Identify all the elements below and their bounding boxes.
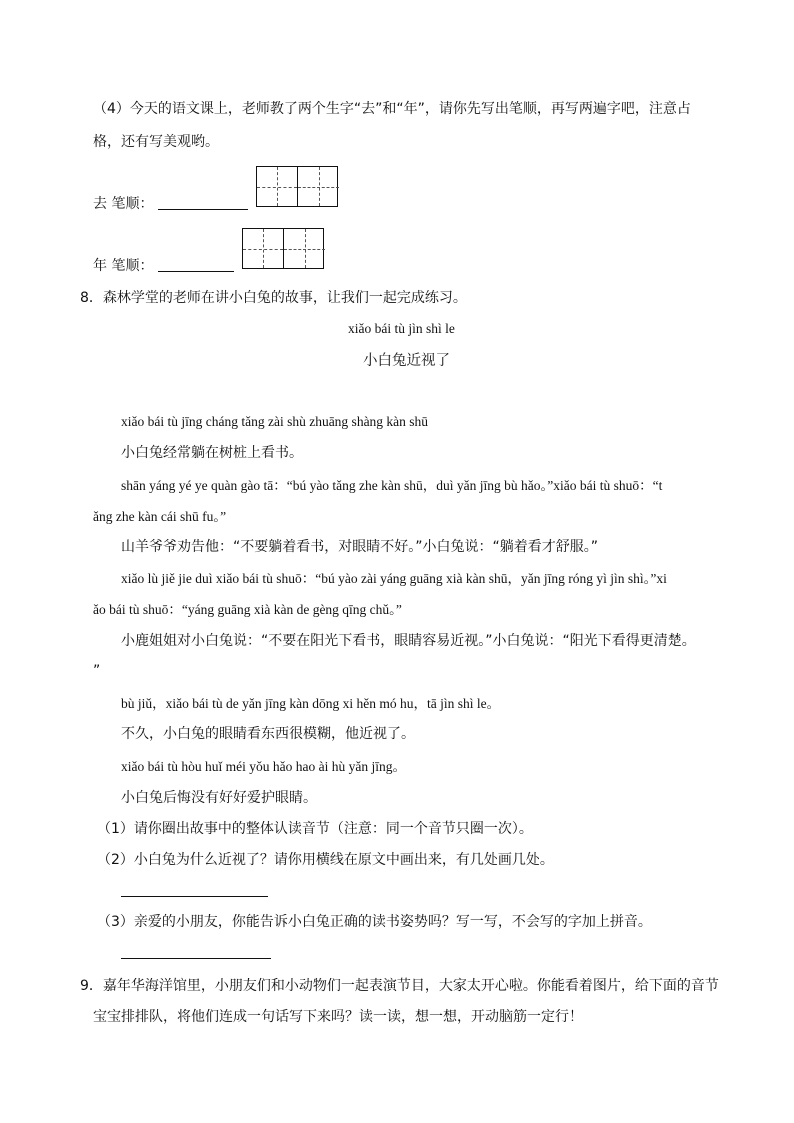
writing-cell[interactable] (257, 167, 298, 206)
p3-text: 小鹿姐姐对小白兔说：“不要在阳光下看书，眼睛容易近视。”小白兔说：“阳光下看得更清楚。 (121, 633, 696, 649)
q8-sub3: （3）亲爱的小朋友，你能告诉小白兔正确的读书姿势吗？写一写，不会写的字加上拼音。 (97, 914, 652, 930)
nian-stroke-blank[interactable] (158, 271, 234, 272)
qu-stroke-label: 去 笔顺： (93, 196, 154, 212)
p1-pinyin: xiǎo bái tù jīng cháng tǎng zài shù zhuāng shàng kàn shū (121, 414, 429, 429)
story-title: 小白兔近视了 (363, 353, 450, 369)
nian-stroke-label: 年 笔顺： (93, 258, 154, 274)
p2-pinyin-b: ǎng zhe kàn cái shū fu。” (93, 509, 227, 524)
p5-text: 小白兔后悔没有好好爱护眼睛。 (121, 790, 317, 806)
q7-4-prompt-line1: （4）今天的语文课上，老师教了两个生字“去”和“年”，请你先写出笔顺，再写两遍字吧，注意占 (93, 101, 691, 117)
q9-prompt-line2: 宝宝排排队，将他们连成一句话写下来吗？读一读，想一想，开动脑筋一定行！ (93, 1009, 583, 1025)
p3-pinyin-b: ǎo bái tù shuō：“yáng guāng xià kàn de gèng qīng chǔ。” (93, 602, 402, 617)
q8-intro: 8．森林学堂的老师在讲小白兔的故事，让我们一起完成练习。 (80, 290, 467, 306)
p2-text: 山羊爷爷劝告他：“不要躺着看书，对眼睛不好。”小白兔说：“躺着看才舒服。” (121, 539, 599, 555)
q8-sub1: （1）请你圈出故事中的整体认读音节（注意：同一个音节只圈一次）。 (97, 821, 533, 837)
q7-4-prompt-line2: 格，还有写美观哟。 (93, 134, 219, 150)
p5-pinyin: xiǎo bái tù hòu huǐ méi yǒu hǎo hao ài hù yǎn jīng。 (121, 759, 406, 774)
p4-pinyin: bù jiǔ，xiǎo bái tù de yǎn jīng kàn dōng xi hěn mó hu，tā jìn shì le。 (121, 696, 501, 711)
p3-pinyin-a: xiǎo lù jiě jie duì xiǎo bái tù shuō：“bú yào zài yáng guāng xià kàn shū，yǎn jīng róng yì jìn shì。”xi (121, 571, 667, 586)
q8-sub2-answer-line[interactable] (121, 896, 268, 897)
writing-cell[interactable] (284, 229, 325, 268)
nian-writing-grid[interactable] (242, 228, 324, 269)
p2-pinyin-a: shān yáng yé ye quàn gào tā：“bú yào tǎng zhe kàn shū，duì yǎn jīng bù hǎo。”xiǎo bái tù shuō：“t (121, 478, 663, 493)
writing-cell[interactable] (298, 167, 339, 206)
q9-prompt-line1: 9．嘉年华海洋馆里，小朋友们和小动物们一起表演节目，大家太开心啦。你能看着图片，给下面的音节 (80, 978, 719, 994)
q8-sub3-answer-line[interactable] (121, 958, 271, 959)
p4-text: 不久，小白兔的眼睛看东西很模糊，他近视了。 (121, 726, 415, 742)
writing-cell[interactable] (243, 229, 284, 268)
q8-sub2: （2）小白兔为什么近视了？请你用横线在原文中画出来，有几处画几处。 (97, 852, 554, 868)
p3-text-end: ” (93, 663, 101, 679)
qu-stroke-blank[interactable] (158, 209, 248, 210)
story-title-pinyin: xiǎo bái tù jìn shì le (348, 321, 455, 336)
qu-writing-grid[interactable] (256, 166, 338, 207)
p1-text: 小白兔经常躺在树桩上看书。 (121, 445, 303, 461)
